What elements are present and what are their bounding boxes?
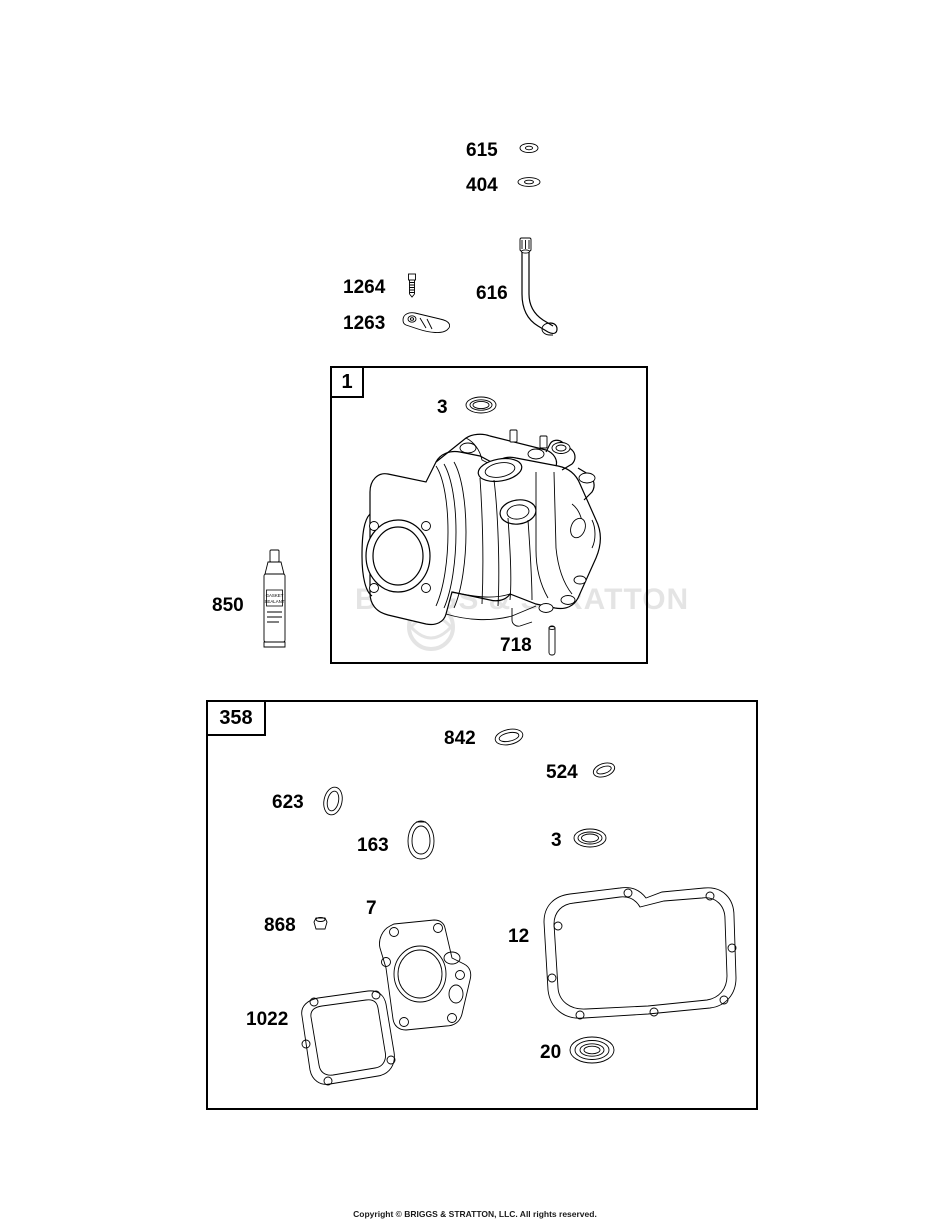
callout-1263: 1263 xyxy=(343,313,386,334)
svg-text:SEALANT: SEALANT xyxy=(264,599,285,604)
callout-1264: 1264 xyxy=(343,277,386,298)
callout-623: 623 xyxy=(272,792,304,813)
part-washer-615 xyxy=(518,140,540,156)
callout-12: 12 xyxy=(508,926,530,947)
callout-1022: 1022 xyxy=(246,1009,289,1030)
callout-3-kit: 3 xyxy=(551,830,562,851)
part-cylinder-block-1 xyxy=(340,408,640,656)
part-oring-842 xyxy=(492,726,526,748)
part-oil-seal-3-kit xyxy=(572,826,608,850)
part-valve-cover-gasket-1022 xyxy=(298,988,406,1092)
copyright-footer: Copyright © BRIGGS & STRATTON, LLC. All rights reserved. xyxy=(353,1209,597,1219)
part-dowel-pin-718 xyxy=(545,624,559,658)
callout-615: 615 xyxy=(466,140,498,161)
part-sealant-850 xyxy=(258,548,294,652)
svg-text:BRIGGS & STRATTON: BRIGGS & STRATTON xyxy=(355,583,690,616)
part-plug-868 xyxy=(312,914,330,934)
callout-3-top: 3 xyxy=(437,397,448,418)
part-oring-524 xyxy=(590,760,618,780)
callout-524: 524 xyxy=(546,762,578,783)
callout-868: 868 xyxy=(264,915,296,936)
callout-850: 850 xyxy=(212,595,244,616)
callout-718: 718 xyxy=(500,635,532,656)
callout-163: 163 xyxy=(357,835,389,856)
callout-842: 842 xyxy=(444,728,476,749)
callout-616: 616 xyxy=(476,283,508,304)
part-oring-163 xyxy=(403,818,439,862)
part-oring-623 xyxy=(318,784,348,818)
part-clip-1263 xyxy=(400,306,456,340)
callout-404: 404 xyxy=(466,175,498,196)
part-dipstick-616 xyxy=(512,236,572,351)
callout-1: 1 xyxy=(330,366,364,398)
part-oil-seal-20 xyxy=(568,1034,616,1066)
part-screw-1264 xyxy=(404,272,420,300)
part-sump-gasket-12 xyxy=(528,882,748,1022)
callout-358: 358 xyxy=(206,700,266,736)
svg-text:GASKET: GASKET xyxy=(265,593,284,598)
part-washer-404 xyxy=(516,174,542,190)
callout-20: 20 xyxy=(540,1042,562,1063)
callout-7: 7 xyxy=(366,898,377,919)
